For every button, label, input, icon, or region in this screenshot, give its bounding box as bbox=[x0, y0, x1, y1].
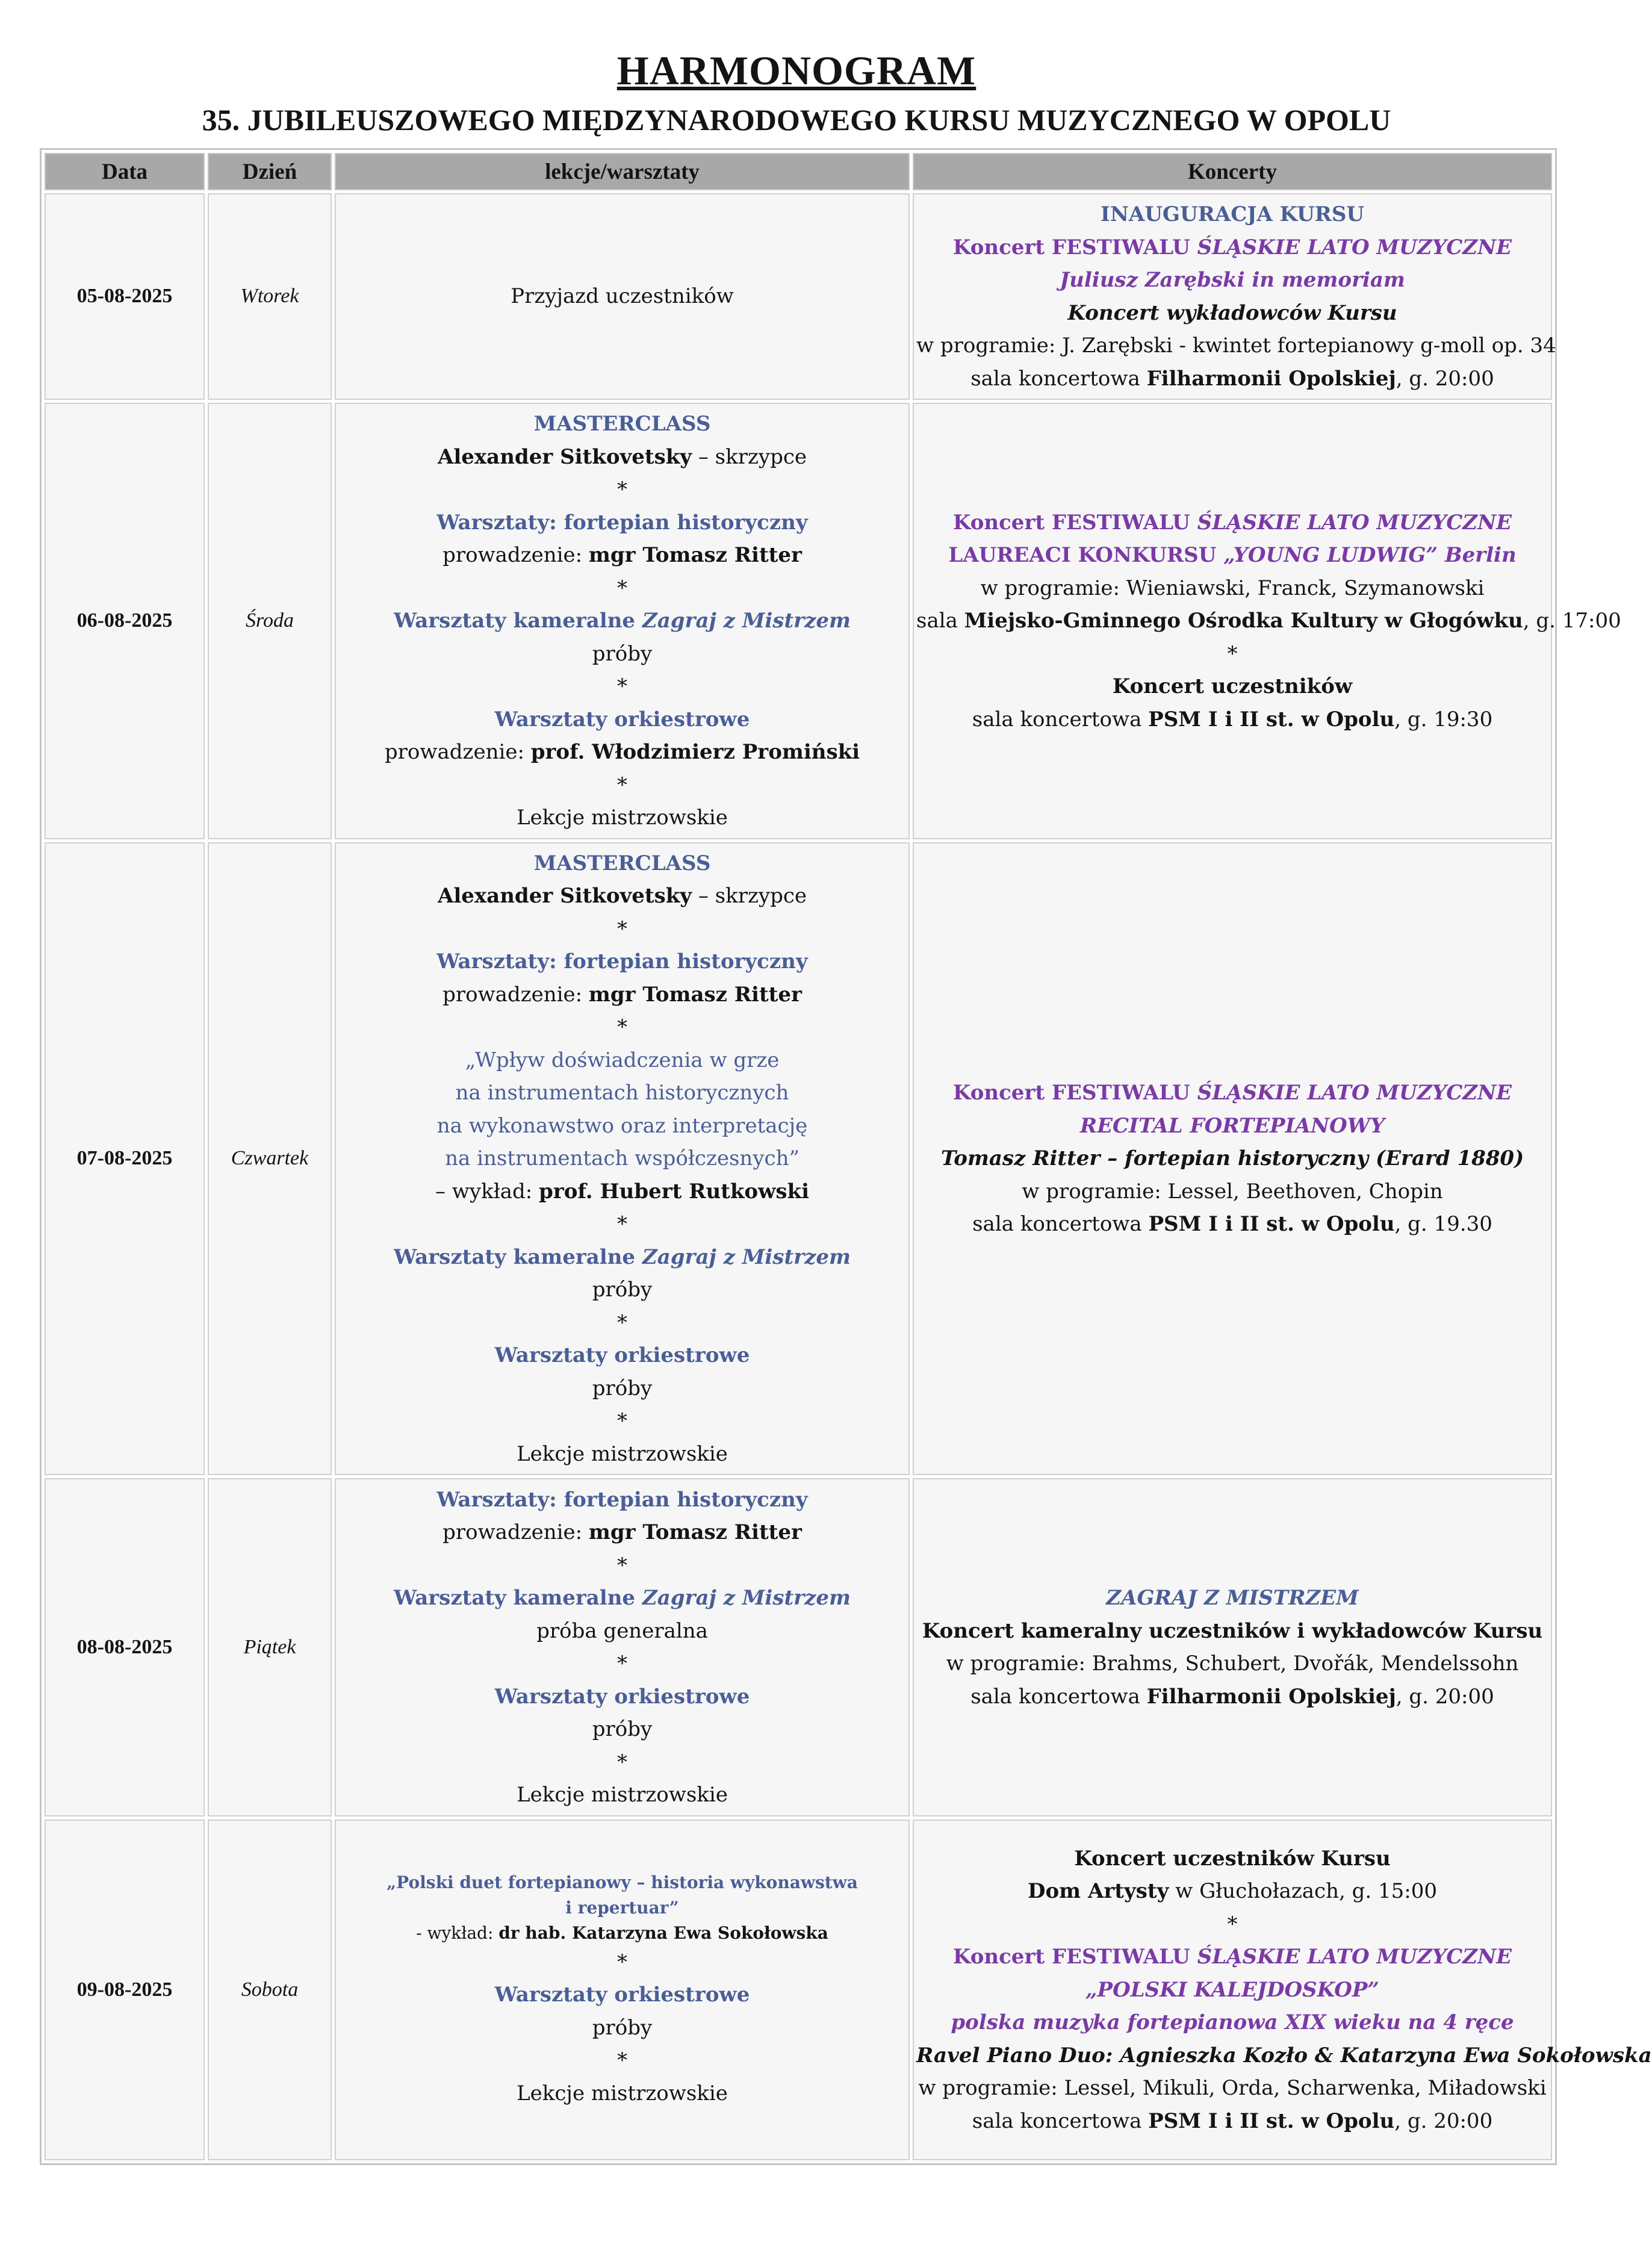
program-text: w programie: Brahms, Schubert, Dvořák, Mendelssohn bbox=[946, 1652, 1519, 1676]
masterclass-teacher: Alexander Sitkovetsky – skrzypce bbox=[437, 444, 807, 469]
orchestra-workshop: Warsztaty orkiestrowe bbox=[494, 1684, 750, 1709]
historical-workshop: Warsztaty: fortepian historyczny bbox=[436, 1487, 808, 1512]
program-text: w programie: Lessel, Beethoven, Chopin bbox=[1022, 1179, 1443, 1204]
day-cell: Wtorek bbox=[208, 193, 332, 400]
table-row bbox=[45, 842, 1552, 1476]
separator-star: * bbox=[617, 1409, 627, 1433]
workshop-leader: prowadzenie: mgr Tomasz Ritter bbox=[442, 1520, 802, 1544]
participants-concert: Koncert uczestników bbox=[1112, 674, 1353, 698]
master-lessons: Lekcje mistrzowskie bbox=[517, 1441, 728, 1466]
lessons-cell bbox=[335, 1819, 910, 2160]
orchestra-leader: prowadzenie: prof. Włodzimierz Promiński bbox=[384, 740, 860, 764]
master-lessons: Lekcje mistrzowskie bbox=[517, 1783, 728, 1807]
lessons-cell bbox=[335, 1478, 910, 1816]
inauguration-heading: INAUGURACJA KURSU bbox=[1100, 202, 1365, 226]
separator-star: * bbox=[617, 2048, 627, 2073]
program-text: w programie: Lessel, Mikuli, Orda, Scharwenka, Miładowski bbox=[918, 2076, 1547, 2101]
concerts-cell bbox=[913, 1819, 1652, 2160]
historical-workshop: Warsztaty: fortepian historyczny bbox=[436, 949, 808, 974]
separator-star: * bbox=[617, 1750, 627, 1774]
separator-star: * bbox=[617, 916, 627, 941]
schedule-table bbox=[40, 148, 1652, 2165]
masterclass-teacher: Alexander Sitkovetsky – skrzypce bbox=[437, 884, 807, 908]
date-cell: 05-08-2025 bbox=[45, 193, 205, 400]
table-row bbox=[45, 1819, 1552, 2160]
separator-star: * bbox=[617, 1652, 627, 1676]
separator-star: * bbox=[617, 477, 627, 502]
festival-heading: Koncert FESTIWALU ŚLĄSKIE LATO MUZYCZNE bbox=[952, 510, 1512, 535]
chamber-workshop: Warsztaty kameralne Zagraj z Mistrzem bbox=[394, 609, 851, 633]
workshop-leader: prowadzenie: mgr Tomasz Ritter bbox=[442, 982, 802, 1007]
faculty-concert: Koncert wykładowców Kursu bbox=[1067, 300, 1397, 325]
lecture-title-line: na instrumentach współczesnych” bbox=[445, 1146, 800, 1170]
lecture-title-line: i repertuar” bbox=[565, 1897, 679, 1918]
rehearsals-text: próby bbox=[592, 1376, 653, 1400]
date-cell: 06-08-2025 bbox=[45, 403, 205, 839]
venue-text: sala koncertowa PSM I i II st. w Opolu, g. 19:30 bbox=[972, 707, 1493, 732]
historical-workshop: Warsztaty: fortepian historyczny bbox=[436, 510, 808, 535]
rehearsals-text: próby bbox=[592, 1278, 653, 1302]
date-cell: 09-08-2025 bbox=[45, 1819, 205, 2160]
chamber-concert: Koncert kameralny uczestników i wykładowców Kursu bbox=[922, 1618, 1543, 1643]
chamber-workshop: Warsztaty kameralne Zagraj z Mistrzem bbox=[394, 1245, 851, 1269]
memoriam-text: Juliusz Zarębski in memoriam bbox=[1060, 268, 1405, 292]
festival-heading: Koncert FESTIWALU ŚLĄSKIE LATO MUZYCZNE bbox=[952, 1081, 1512, 1105]
lecturer-text: - wykład: dr hab. Katarzyna Ewa Sokołowska bbox=[416, 1922, 828, 1943]
header-day: Dzień bbox=[208, 153, 332, 190]
venue-text: sala koncertowa PSM I i II st. w Opolu, g. 20:00 bbox=[972, 2108, 1493, 2133]
venue-text: sala Miejsko-Gminnego Ośrodka Kultury w Głogówku, g. 17:00 bbox=[916, 609, 1621, 633]
festival-heading: Koncert FESTIWALU ŚLĄSKIE LATO MUZYCZNE bbox=[952, 235, 1512, 259]
lessons-cell bbox=[335, 842, 910, 1476]
masterclass-heading: MASTERCLASS bbox=[533, 851, 711, 875]
table-row bbox=[45, 403, 1552, 839]
header-row bbox=[45, 153, 1552, 190]
separator-star: * bbox=[617, 1553, 627, 1577]
lessons-cell bbox=[335, 193, 910, 400]
venue-text: Dom Artysty w Głuchołazach, g. 15:00 bbox=[1028, 1879, 1437, 1904]
lecture-title-line: na instrumentach historycznych bbox=[455, 1081, 789, 1105]
lecture-title-line: „Polski duet fortepianowy – historia wykonawstwa bbox=[387, 1872, 858, 1892]
table-row bbox=[45, 1478, 1552, 1816]
header-date: Data bbox=[45, 153, 205, 190]
concerts-cell bbox=[913, 1478, 1552, 1816]
separator-star: * bbox=[617, 674, 627, 698]
venue-text: sala koncertowa PSM I i II st. w Opolu, g. 19.30 bbox=[972, 1212, 1492, 1236]
performers-text: Ravel Piano Duo: Agnieszka Kozło & Katarzyna Ewa Sokołowska bbox=[916, 2043, 1652, 2068]
concerts-cell bbox=[913, 842, 1552, 1476]
zagraj-heading: ZAGRAJ Z MISTRZEM bbox=[1106, 1586, 1359, 1610]
date-cell: 08-08-2025 bbox=[45, 1478, 205, 1816]
day-cell: Sobota bbox=[208, 1819, 332, 2160]
recital-heading: RECITAL FORTEPIANOWY bbox=[1079, 1113, 1385, 1138]
separator-star: * bbox=[617, 1310, 627, 1335]
program-text: w programie: Wieniawski, Franck, Szymanowski bbox=[980, 576, 1485, 600]
concert-subtitle: polska muzyka fortepianowa XIX wieku na 4 ręce bbox=[951, 2010, 1514, 2035]
page-subtitle: 35. JUBILEUSZOWEGO MIĘDZYNARODOWEGO KURSU MUZYCZNEGO W OPOLU bbox=[202, 103, 1391, 137]
header-concerts: Koncerty bbox=[913, 153, 1552, 190]
table-row bbox=[45, 193, 1552, 400]
arrival-text: Przyjazd uczestników bbox=[511, 284, 734, 309]
day-cell: Środa bbox=[208, 403, 332, 839]
chamber-workshop: Warsztaty kameralne Zagraj z Mistrzem bbox=[394, 1586, 851, 1610]
lecture-title-line: na wykonawstwo oraz interpretację bbox=[436, 1113, 808, 1138]
date-cell: 07-08-2025 bbox=[45, 842, 205, 1476]
concerts-cell bbox=[913, 193, 1556, 400]
performer-text: Tomasz Ritter – fortepian historyczny (Erard 1880) bbox=[940, 1146, 1524, 1170]
day-cell: Czwartek bbox=[208, 842, 332, 1476]
rehearsals-text: próby bbox=[592, 2015, 653, 2040]
workshop-leader: prowadzenie: mgr Tomasz Ritter bbox=[442, 543, 802, 567]
lecture-title-line: „Wpływ doświadczenia w grze bbox=[465, 1048, 780, 1072]
page-title: HARMONOGRAM bbox=[616, 48, 977, 93]
participants-concert: Koncert uczestników Kursu bbox=[1074, 1846, 1391, 1871]
separator-star: * bbox=[617, 772, 627, 797]
orchestra-workshop: Warsztaty orkiestrowe bbox=[494, 1983, 750, 2007]
venue-text: sala koncertowa Filharmonii Opolskiej, g. 20:00 bbox=[970, 366, 1494, 391]
separator-star: * bbox=[617, 1950, 627, 1974]
rehearsals-text: próby bbox=[592, 1717, 653, 1741]
separator-star: * bbox=[1227, 641, 1238, 666]
master-lessons: Lekcje mistrzowskie bbox=[517, 2081, 728, 2105]
lessons-cell bbox=[335, 403, 910, 839]
laureates-heading: LAUREACI KONKURSU „YOUNG LUDWIG” Berlin bbox=[948, 543, 1517, 567]
festival-heading: Koncert FESTIWALU ŚLĄSKIE LATO MUZYCZNE bbox=[952, 1945, 1512, 1969]
orchestra-workshop: Warsztaty orkiestrowe bbox=[494, 707, 750, 732]
separator-star: * bbox=[617, 1212, 627, 1236]
orchestra-workshop: Warsztaty orkiestrowe bbox=[494, 1343, 750, 1367]
day-cell: Piątek bbox=[208, 1478, 332, 1816]
masterclass-heading: MASTERCLASS bbox=[533, 412, 711, 436]
program-text: w programie: J. Zarębski - kwintet fortepianowy g-moll op. 34 bbox=[916, 334, 1556, 358]
separator-star: * bbox=[1227, 1912, 1238, 1936]
separator-star: * bbox=[617, 1015, 627, 1039]
kalejdoskop-heading: „POLSKI KALEJDOSKOP” bbox=[1085, 1977, 1379, 2002]
master-lessons: Lekcje mistrzowskie bbox=[517, 806, 728, 830]
lecturer-text: – wykład: prof. Hubert Rutkowski bbox=[435, 1179, 809, 1204]
concerts-cell bbox=[913, 403, 1621, 839]
dress-rehearsal: próba generalna bbox=[536, 1618, 708, 1643]
separator-star: * bbox=[617, 576, 627, 600]
rehearsals-text: próby bbox=[592, 641, 653, 666]
venue-text: sala koncertowa Filharmonii Opolskiej, g. 20:00 bbox=[970, 1684, 1494, 1709]
header-lessons: lekcje/warsztaty bbox=[335, 153, 910, 190]
